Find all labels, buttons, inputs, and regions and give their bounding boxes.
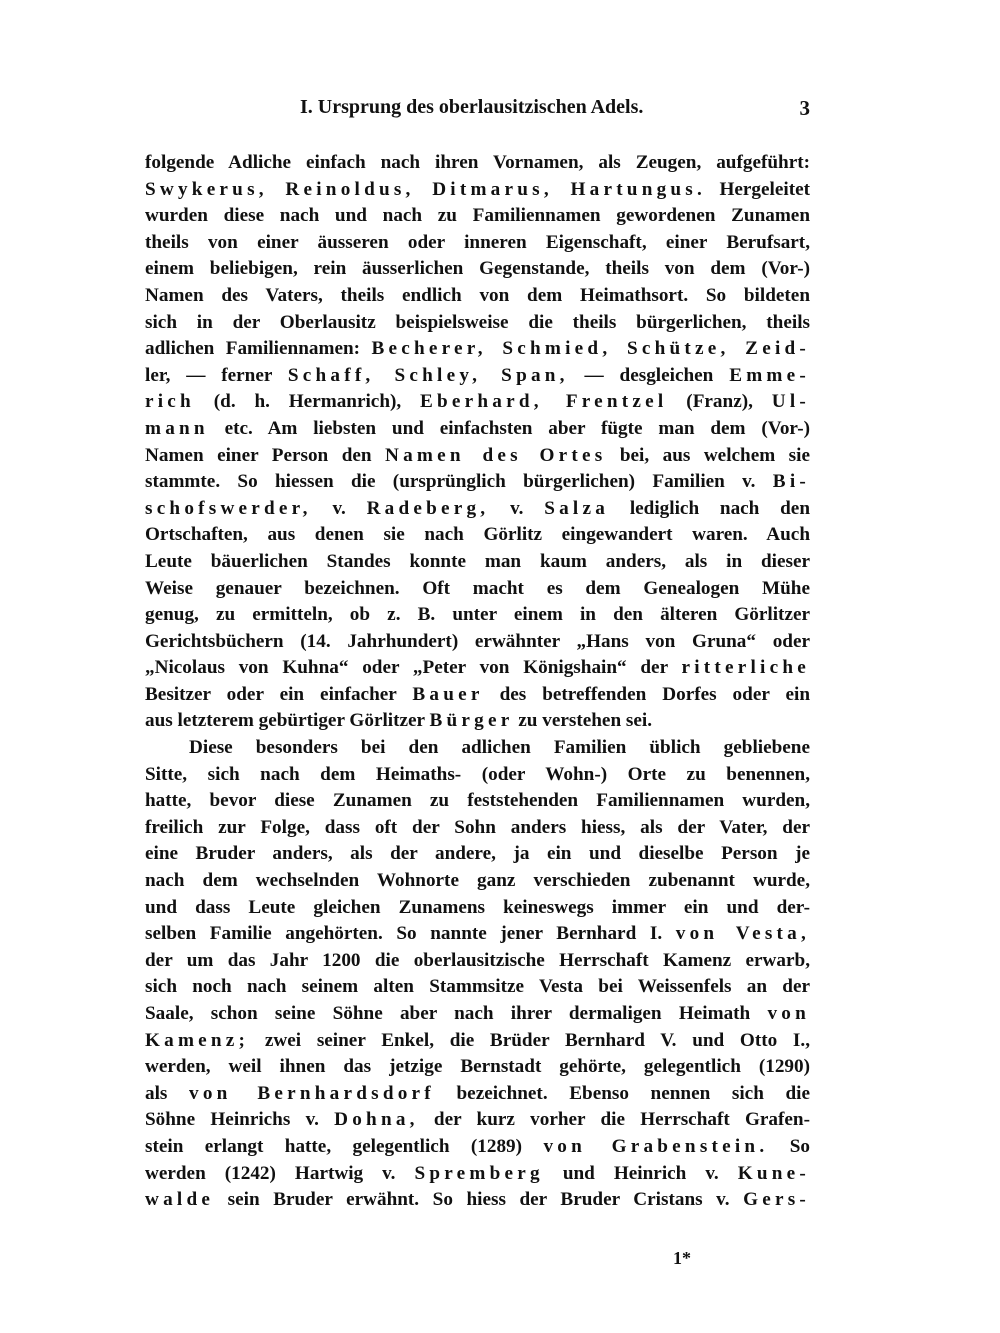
text-line (145, 363, 810, 390)
text-line (145, 443, 810, 470)
spaced-emphasis: Kune- (737, 1162, 810, 1184)
spaced-emphasis: ritterliche (681, 657, 810, 679)
spaced-emphasis: Bürger (429, 710, 514, 732)
text-line (145, 310, 810, 337)
text-line (145, 1107, 810, 1134)
text-line (145, 469, 810, 496)
text-segment: Sitte, sich nach dem Heimaths- (oder Wohn-) Orte zu benennen, (145, 763, 810, 785)
spaced-emphasis: Ul- (771, 391, 810, 413)
text-line (145, 788, 810, 815)
text-segment: eine Bruder anders, als der andere, ja ein und dieselbe Person je (145, 843, 810, 865)
text-line (145, 1161, 810, 1188)
signature-mark: 1* (673, 1248, 691, 1268)
spaced-emphasis: Dohna, (334, 1109, 419, 1131)
text-segment: Söhne Heinrichs v. (145, 1109, 335, 1131)
spaced-emphasis: von Bernhardsdorf (189, 1082, 435, 1104)
text-segment: Besitzer oder ein einfacher (145, 683, 413, 705)
text-line (145, 841, 810, 868)
text-line (145, 1134, 810, 1161)
text-line (145, 948, 810, 975)
text-line (145, 815, 810, 842)
text-segment: genug, zu ermitteln, ob z. B. unter einem in den älteren Görlitzer (145, 604, 810, 626)
body-text (145, 150, 810, 1214)
text-segment: freilich zur Folge, dass oft der Sohn anders hiess, als der Vater, der (145, 816, 810, 838)
text-segment: sich in der Oberlausitz beispielsweise die theils bürgerlichen, theils (145, 311, 810, 333)
text-segment: bei, aus welchem sie (606, 444, 810, 466)
text-line (145, 576, 810, 603)
text-line (145, 203, 810, 230)
text-segment: v. (489, 497, 545, 519)
spaced-emphasis: Kamenz; (145, 1029, 250, 1051)
running-title: I. Ursprung des oberlausitzischen Adels. (300, 96, 644, 118)
text-segment: aus letzterem gebürtiger Görlitzer (145, 710, 430, 732)
text-line (145, 1054, 810, 1081)
text-line (145, 549, 810, 576)
text-line (145, 336, 810, 363)
text-line (145, 1028, 810, 1055)
text-segment: — desgleichen (568, 364, 730, 386)
text-segment: selben Familie angehörten. So nannte jener Bernhard I. (145, 923, 676, 945)
text-segment: etc. Am liebsten und einfachsten aber fügte man dem (Vor-) (208, 417, 810, 439)
text-segment: Saale, schon seine Söhne aber nach ihrer dermaligen Heimath (145, 1003, 768, 1024)
text-segment: folgende Adliche einfach nach ihren Vornamen, als Zeugen, aufgeführt: (145, 152, 810, 173)
text-segment: ler, — ferner (145, 364, 288, 386)
text-segment: und Heinrich v. (543, 1162, 738, 1184)
text-line (145, 735, 810, 762)
text-segment: nach dem wechselnden Wohnorte ganz verschieden zubenannt wurde, (145, 870, 810, 892)
spaced-emphasis: Spremberg (414, 1162, 544, 1184)
text-segment: der kurz vorher die Herrschaft Grafen- (418, 1109, 810, 1131)
text-segment: Weise genauer bezeichnen. Oft macht es dem Genealogen Mühe (145, 577, 810, 599)
spaced-emphasis: rich (145, 391, 195, 413)
page-header (145, 96, 810, 132)
text-line (145, 868, 810, 895)
text-segment: werden (1242) Hartwig v. (145, 1162, 415, 1184)
text-segment: theils von einer äusseren oder inneren Eigenschaft, einer Berufsart, (145, 231, 810, 253)
text-segment: Gerichtsbüchern (14. Jahrhundert) erwähnter „Hans von Gruna“ oder (145, 630, 810, 652)
text-segment: stein erlangt hatte, gelegentlich (1289) (145, 1135, 544, 1157)
text-segment: So (768, 1135, 810, 1157)
text-segment: sich noch nach seinem alten Stammsitze Vesta bei Weissenfels an der (145, 976, 810, 998)
text-line (145, 150, 810, 177)
text-line (145, 522, 810, 549)
text-segment: einem beliebigen, rein äusserlichen Gegenstande, theils von dem (Vor-) (145, 258, 810, 280)
spaced-emphasis: Swykerus, Reinoldus, Ditmarus, Hartungus. (145, 178, 707, 200)
spaced-emphasis: walde (145, 1189, 215, 1211)
spaced-emphasis: Bauer (412, 683, 484, 705)
text-segment: (Franz), (667, 391, 772, 413)
text-line (145, 416, 810, 443)
text-segment: lediglich nach den (609, 497, 810, 519)
spaced-emphasis: von Vesta, (675, 923, 810, 945)
text-segment: der um das Jahr 1200 die oberlausitzische Herrschaft Kamenz erwarb, (145, 949, 810, 971)
text-line (145, 1187, 810, 1214)
text-line (145, 256, 810, 283)
text-segment: Diese besonders bei den adlichen Familien üblich gebliebene (189, 737, 810, 759)
text-segment: des betreffenden Dorfes oder ein (483, 683, 810, 705)
text-segment: (d. h. Hermanrich), (194, 391, 421, 413)
spaced-emphasis: Gers- (743, 1189, 810, 1211)
text-segment: zu verstehen sei. (513, 710, 653, 732)
text-line (145, 1081, 810, 1108)
text-line (145, 389, 810, 416)
text-segment: sein Bruder erwähnt. So hiess der Bruder Cristans v. (214, 1189, 744, 1211)
text-line (145, 1001, 810, 1028)
spaced-emphasis: von Grabenstein. (543, 1135, 769, 1157)
spaced-emphasis: schofswerder, (145, 497, 312, 519)
text-segment: adlichen Familiennamen: (145, 338, 372, 360)
text-line (145, 708, 810, 735)
text-segment: werden, weil ihnen das jetzige Bernstadt gehörte, gelegentlich (1290) (145, 1056, 810, 1078)
spaced-emphasis: Radeberg, (366, 497, 490, 519)
text-line (145, 682, 810, 709)
text-line (145, 496, 810, 523)
spaced-emphasis: Schaff, Schley, Span, (287, 364, 569, 386)
spaced-emphasis: Emme- (729, 364, 810, 386)
text-segment: Leute bäuerlichen Standes konnte man kaum anders, als in dieser (145, 550, 810, 572)
text-segment: und dass Leute gleichen Zunamens keineswegs immer ein und der- (145, 896, 810, 918)
text-segment: Namen des Vaters, theils endlich von dem Heimathsort. So bildeten (145, 284, 810, 306)
text-segment: hatte, bevor diese Zunamen zu feststehenden Familiennamen wurden, (145, 790, 810, 812)
text-line (145, 921, 810, 948)
spaced-emphasis: Becherer, Schmied, Schütze, Zeid- (371, 338, 811, 360)
text-line (145, 974, 810, 1001)
text-segment: zwei seiner Enkel, die Brüder Bernhard V. und Otto I., (249, 1029, 810, 1051)
text-segment: stammte. So hiessen die (ursprünglich bürgerlichen) Familien v. (145, 471, 773, 493)
text-segment: Hergeleitet (706, 178, 810, 200)
text-line (145, 177, 810, 204)
spaced-emphasis: Namen des Ortes (385, 444, 607, 466)
text-line (145, 895, 810, 922)
spaced-emphasis: mann (145, 417, 209, 439)
text-segment: v. (311, 497, 367, 519)
text-segment: Namen einer Person den (145, 444, 386, 466)
page-number: 3 (799, 96, 810, 120)
spaced-emphasis: Bi- (772, 471, 810, 493)
text-segment: Ortschaften, aus denen sie nach Görlitz eingewandert waren. Auch (145, 524, 810, 546)
spaced-emphasis: Salza (544, 497, 610, 519)
text-line (145, 629, 810, 656)
spaced-emphasis: von (767, 1003, 810, 1024)
text-line (145, 655, 810, 682)
text-segment: als (145, 1082, 190, 1104)
text-line (145, 230, 810, 257)
text-segment: wurden diese nach und nach zu Familiennamen gewordenen Zunamen (145, 205, 810, 227)
text-segment: bezeichnet. Ebenso nennen sich die (434, 1082, 810, 1104)
spaced-emphasis: Eberhard, Frentzel (420, 391, 668, 413)
text-line (145, 283, 810, 310)
text-line (145, 602, 810, 629)
text-segment: „Nicolaus von Kuhna“ oder „Peter von Königshain“ der (145, 657, 682, 679)
text-line (145, 762, 810, 789)
